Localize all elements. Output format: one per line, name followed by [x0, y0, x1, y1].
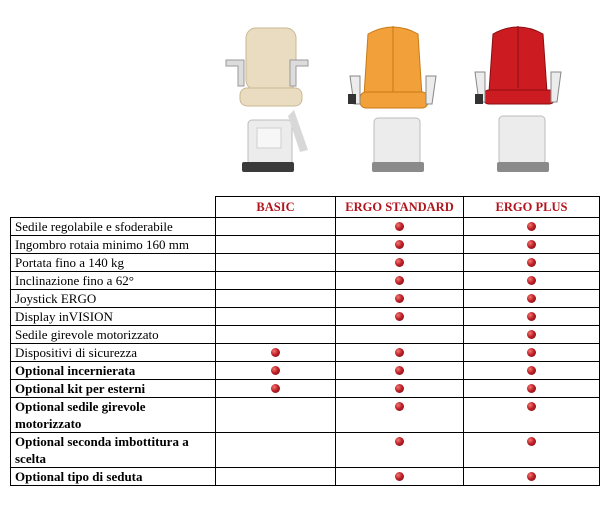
feature-cell-ergo-standard [336, 254, 464, 272]
included-dot-icon [527, 312, 536, 321]
ergo-plus-seat [483, 90, 555, 104]
feature-label: Optional incernierata [11, 362, 216, 380]
table-row [11, 398, 600, 433]
feature-cell-basic [216, 362, 336, 380]
feature-label: Ingombro rotaia minimo 160 mm [11, 236, 216, 254]
table-row [11, 254, 600, 272]
included-dot-icon [527, 402, 536, 411]
included-dot-icon [395, 366, 404, 375]
header-ergo-standard: ERGO STANDARD [336, 197, 464, 218]
included-dot-icon [527, 258, 536, 267]
feature-cell-basic [216, 308, 336, 326]
table-row [11, 218, 600, 236]
feature-label: Display inVISION [11, 308, 216, 326]
feature-cell-basic [216, 218, 336, 236]
included-dot-icon [395, 258, 404, 267]
included-dot-icon [527, 294, 536, 303]
feature-cell-ergo-standard [336, 326, 464, 344]
feature-label: Joystick ERGO [11, 290, 216, 308]
feature-cell-basic [216, 290, 336, 308]
table-row [11, 308, 600, 326]
table-row [11, 326, 600, 344]
ergo-plus-stairlift-image [465, 20, 575, 190]
feature-cell-ergo-plus [464, 308, 600, 326]
feature-cell-ergo-plus [464, 433, 600, 468]
included-dot-icon [527, 384, 536, 393]
feature-cell-basic [216, 344, 336, 362]
feature-label: Inclinazione fino a 62° [11, 272, 216, 290]
included-dot-icon [271, 384, 280, 393]
basic-seat-back [246, 28, 296, 90]
feature-cell-ergo-plus [464, 290, 600, 308]
feature-cell-ergo-plus [464, 218, 600, 236]
included-dot-icon [527, 437, 536, 446]
feature-cell-ergo-standard [336, 236, 464, 254]
feature-cell-ergo-standard [336, 272, 464, 290]
included-dot-icon [271, 366, 280, 375]
table-row [11, 290, 600, 308]
included-dot-icon [395, 240, 404, 249]
feature-label: Dispositivi di sicurezza [11, 344, 216, 362]
feature-cell-basic [216, 468, 336, 486]
feature-label: Sedile regolabile e sfoderabile [11, 218, 216, 236]
feature-cell-ergo-plus [464, 236, 600, 254]
included-dot-icon [527, 222, 536, 231]
ergo-standard-seat [360, 92, 428, 108]
feature-cell-ergo-standard [336, 468, 464, 486]
table-row [11, 344, 600, 362]
comparison-table [10, 196, 600, 486]
feature-cell-ergo-plus [464, 380, 600, 398]
feature-cell-ergo-standard [336, 344, 464, 362]
feature-label: Sedile girevole motorizzato [11, 326, 216, 344]
basic-seat [240, 88, 302, 106]
included-dot-icon [527, 472, 536, 481]
included-dot-icon [527, 330, 536, 339]
feature-cell-basic [216, 380, 336, 398]
feature-cell-ergo-plus [464, 344, 600, 362]
feature-label: Optional seconda imbottitura a scelta [11, 433, 216, 468]
feature-cell-basic [216, 433, 336, 468]
included-dot-icon [395, 222, 404, 231]
feature-cell-ergo-plus [464, 362, 600, 380]
feature-cell-basic [216, 272, 336, 290]
included-dot-icon [395, 384, 404, 393]
basic-stairlift-image [212, 20, 322, 190]
feature-cell-ergo-plus [464, 398, 600, 433]
feature-cell-ergo-plus [464, 468, 600, 486]
feature-cell-basic [216, 254, 336, 272]
feature-cell-ergo-standard [336, 433, 464, 468]
feature-cell-basic [216, 236, 336, 254]
feature-cell-ergo-plus [464, 272, 600, 290]
feature-cell-ergo-plus [464, 326, 600, 344]
feature-label: Optional kit per esterni [11, 380, 216, 398]
table-row [11, 468, 600, 486]
header-ergo-plus: ERGO PLUS [464, 197, 600, 218]
feature-label: Portata fino a 140 kg [11, 254, 216, 272]
feature-cell-ergo-standard [336, 290, 464, 308]
included-dot-icon [395, 276, 404, 285]
table-row [11, 433, 600, 468]
included-dot-icon [395, 402, 404, 411]
included-dot-icon [395, 472, 404, 481]
included-dot-icon [395, 294, 404, 303]
included-dot-icon [527, 348, 536, 357]
feature-cell-ergo-standard [336, 398, 464, 433]
feature-cell-ergo-standard [336, 362, 464, 380]
ergo-standard-stairlift-image [338, 20, 448, 190]
table-row [11, 236, 600, 254]
included-dot-icon [527, 276, 536, 285]
feature-cell-ergo-standard [336, 218, 464, 236]
included-dot-icon [395, 437, 404, 446]
feature-cell-ergo-standard [336, 308, 464, 326]
feature-label: Optional tipo di seduta [11, 468, 216, 486]
table-row [11, 272, 600, 290]
included-dot-icon [527, 366, 536, 375]
feature-label: Optional sedile girevole motorizzato [11, 398, 216, 433]
feature-cell-ergo-standard [336, 380, 464, 398]
included-dot-icon [395, 312, 404, 321]
included-dot-icon [271, 348, 280, 357]
header-blank-cell [11, 197, 216, 218]
header-basic: BASIC [216, 197, 336, 218]
table-row [11, 380, 600, 398]
included-dot-icon [527, 240, 536, 249]
feature-cell-basic [216, 398, 336, 433]
feature-cell-ergo-plus [464, 254, 600, 272]
included-dot-icon [395, 348, 404, 357]
feature-cell-basic [216, 326, 336, 344]
table-row [11, 362, 600, 380]
